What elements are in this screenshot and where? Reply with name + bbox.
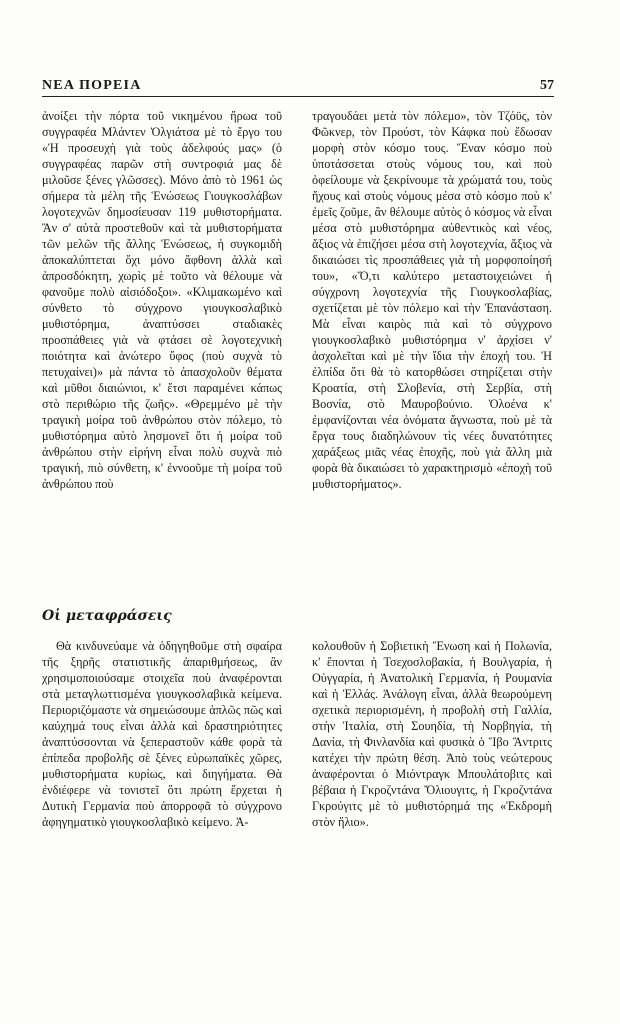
running-header bbox=[42, 74, 554, 97]
column-top-left bbox=[42, 108, 282, 492]
section-heading: Οἱ μεταφράσεις bbox=[42, 608, 172, 624]
column-bottom-left bbox=[42, 638, 282, 830]
page-number: 57 bbox=[540, 78, 554, 93]
journal-title: ΝΕΑ ΠΟΡΕΙΑ bbox=[42, 78, 142, 93]
paragraph: κολουθοῦν ἡ Σοβιετικὴ Ἕνωση καὶ ἡ Πολωνία, κ' ἕπονται ἡ Τσεχοσλοβακία, ἡ Βουλγαρία, ἡ Οὐγγαρία, ἡ Ἀνατολικὴ Γερμανία, ἡ Ρουμανία καὶ ἡ Ἑλλάς. Ἀνάλογη εἶναι, ἀλλὰ θεωρούμενη σχετικὰ περιορισμένη, ἡ προβολὴ στὴ Γαλλία, στὴν Ἰταλία, στὴ Σουηδία, τὴ Νορβηγία, τὴ Δανία, τὴ Φινλανδία καὶ φυσικὰ ὁ Ἴβο Ἄντριτς κατέχει τὴν πρώτη θέση. Ἀπὸ τοὺς νεώτερους ἀναφέρονται ὁ Μιόντραγκ Μπουλάτοβιτς καὶ βέβαια ἡ Γκροζντάνα Ὄλιουγιτς, ἡ Γκροζντάνα Γκρούγιτς μὲ τὸ μυθιστόρημά της «Ἐκδρομὴ στὸν ἥλιο». bbox=[312, 639, 552, 829]
paragraph: ἀνοίξει τὴν πόρτα τοῦ νικημένου ἥρωα τοῦ συγγραφέα Μλάντεν Ὀλγιάτσα μὲ τὸ ἔργο του «Ἡ προσευχὴ γιὰ τοὺς ἀδελφούς μας» (ὁ συγγραφέας παρῶν στὴ συντροφιά μας δὲ μιλοῦσε ξένες γλῶσσες). Μόνο ἀπὸ τὸ 1961 ὡς σήμερα τὰ μέλη τῆς Ἑνώσεως Γιουγκοσλάβων λογοτεχνῶν δημοσίευσαν 119 μυθιστορήματα. Ἂν σ' αὐτὰ προστεθοῦν καὶ τὰ μυθιστορήματα τῶν μελῶν τῆς ἄλλης Ἑνώσεως, ἡ συγκομιδὴ ἀποκαλύπτεται ὄχι μόνο ἄφθονη ἀλλὰ καὶ ἀπροσδόκητη, χωρὶς μὲ τοῦτο νὰ θέλουμε νὰ φανοῦμε πολὺ αἰσιόδοξοι». «Κλιμακωμένο καὶ σύνθετο τὸ σύγχρονο γιουγκοσλαβικὸ μυθιστόρημα, ἀναπτύσσει σταδιακὲς προσπάθειες γιὰ νὰ φτάσει σὲ λογοτεχνικὴ ποιότητα καὶ ἀνώτερο ὕφος (ποὺ συχνὰ τὸ πετυχαίνει)» μὰ πάντα τὸ ἀπασχολοῦν θέματα καὶ μῦθοι διαιώνιοι, κ' ἔτσι παραμένει κάπως στὸ περιθώριο τῆς ζωῆς». «Θρεμμένο μὲ τὴν τραγικὴ μοίρα τοῦ ἀνθρώπου στὸν πόλεμο, τὸ μυθιστόρημα αὐτὸ λησμονεῖ ὅτι ἡ μοίρα τοῦ ἀνθρώπου στὴν εἰρήνη εἶναι πολὺ συχνὰ πιὸ τραγική, πιὸ σύνθετη, κ' ἐννοοῦμε τὴ μοίρα τοῦ ἀνθρώπου ποὺ bbox=[42, 109, 282, 491]
paragraph: Θὰ κινδυνεύαμε νὰ ὁδηγηθοῦμε στὴ σφαίρα τῆς ξηρῆς στατιστικῆς ἀπαριθμήσεως, ἂν χρησιμοποιούσαμε στοιχεῖα ποὺ ἀναφέρονται στὰ μεταγλωττισμένα γιουγκοσλαβικὰ κείμενα. Περιοριζόμαστε νὰ σημειώσουμε ἁπλῶς πῶς καὶ καύχημά τους εἶναι ἀλλὰ καὶ δραστηριότητες ἀναπτύσσονται νὰ ξεπεραστοῦν κάθε φορὰ τὰ ἐπίπεδα προβολῆς σὲ ξένες εὐρωπαϊκὲς χῶρες, μυθιστορήματα κυρίως, καὶ διηγήματα. Θὰ ἐνδιέφερε νὰ τονιστεῖ ὅτι πρώτη ἔρχεται ἡ Δυτικὴ Γερμανία ποὺ ἀπορροφᾶ τὸ σύγχρονο ἀφηγηματικὸ γιουγκοσλαβικὸ κείμενο. Ἀ- bbox=[42, 639, 282, 829]
column-top-right bbox=[312, 108, 552, 492]
column-bottom-right bbox=[312, 638, 552, 830]
paragraph: τραγουδάει μετὰ τὸν πόλεμο», τὸν Τζόϋς, τὸν Φῶκνερ, τὸν Προύστ, τὸν Κάφκα ποὺ ἔδωσαν μορφὴ στὸν κόσμο τους. Ἕναν κόσμο ποὺ ὑποτάσσεται στοὺς νόμους του, καὶ ποὺ ὀφείλουμε νὰ ξεκρίνουμε τὰ χρώματά του, τοὺς ἤχους καὶ στοὺς νόμους μέσα στὸ κόσμο ποὺ κ' ἐμεῖς ζοῦμε, ἂν θέλουμε αὐτὸς ὁ κόσμος νὰ εἶναι μέσα στὸ μυθιστόρημα αὐθεντικὸς καὶ νέος, ἄξιος νὰ ἐπιζήσει μέσα στὴ λογοτεχνία, ἄξιος νὰ δικαιώσει τὶς προσπάθειες γιὰ τὴ μορφοποίησή του», «Ὅ,τι καλύτερο μεταστοιχειώνει ἡ σύγχρονη λογοτεχνία τῆς Γιουγκοσλαβίας, σχετίζεται μὲ τὸν πόλεμο καὶ τὴν Ἐπανάσταση. Μὰ εἶναι καιρὸς πιὰ καὶ τὸ σύγχρονο γιουγκοσλαβικὸ μυθιστόρημα ν' ἀρχίσει ν' ἀσχολεῖται καὶ μὲ τὴν ἴδια τὴν ἐποχή του. Ἡ ἐλπίδα ὅτι θὰ τὸ κατορθώσει στηρίζεται στὴν Κροατία, στὴ Σλοβενία, στὴ Σερβία, στὴ Βοσνία, στὸ Μαυροβούνιο. Ὁλοένα κ' ἐμφανίζονται νέα ὀνόματα ἄγνωστα, ποὺ μὲ τὰ ἔργα τους διαδηλώνουν τὶς νέες δυνατότητες χαράξεως μιᾶς νέας ἐποχῆς, ποὺ γιὰ ἄλλη μιὰ φορὰ θὰ δικαιώσει τὸ χαρακτηρισμὸ «ἐποχὴ τοῦ μυθιστορήματος». bbox=[312, 109, 552, 491]
